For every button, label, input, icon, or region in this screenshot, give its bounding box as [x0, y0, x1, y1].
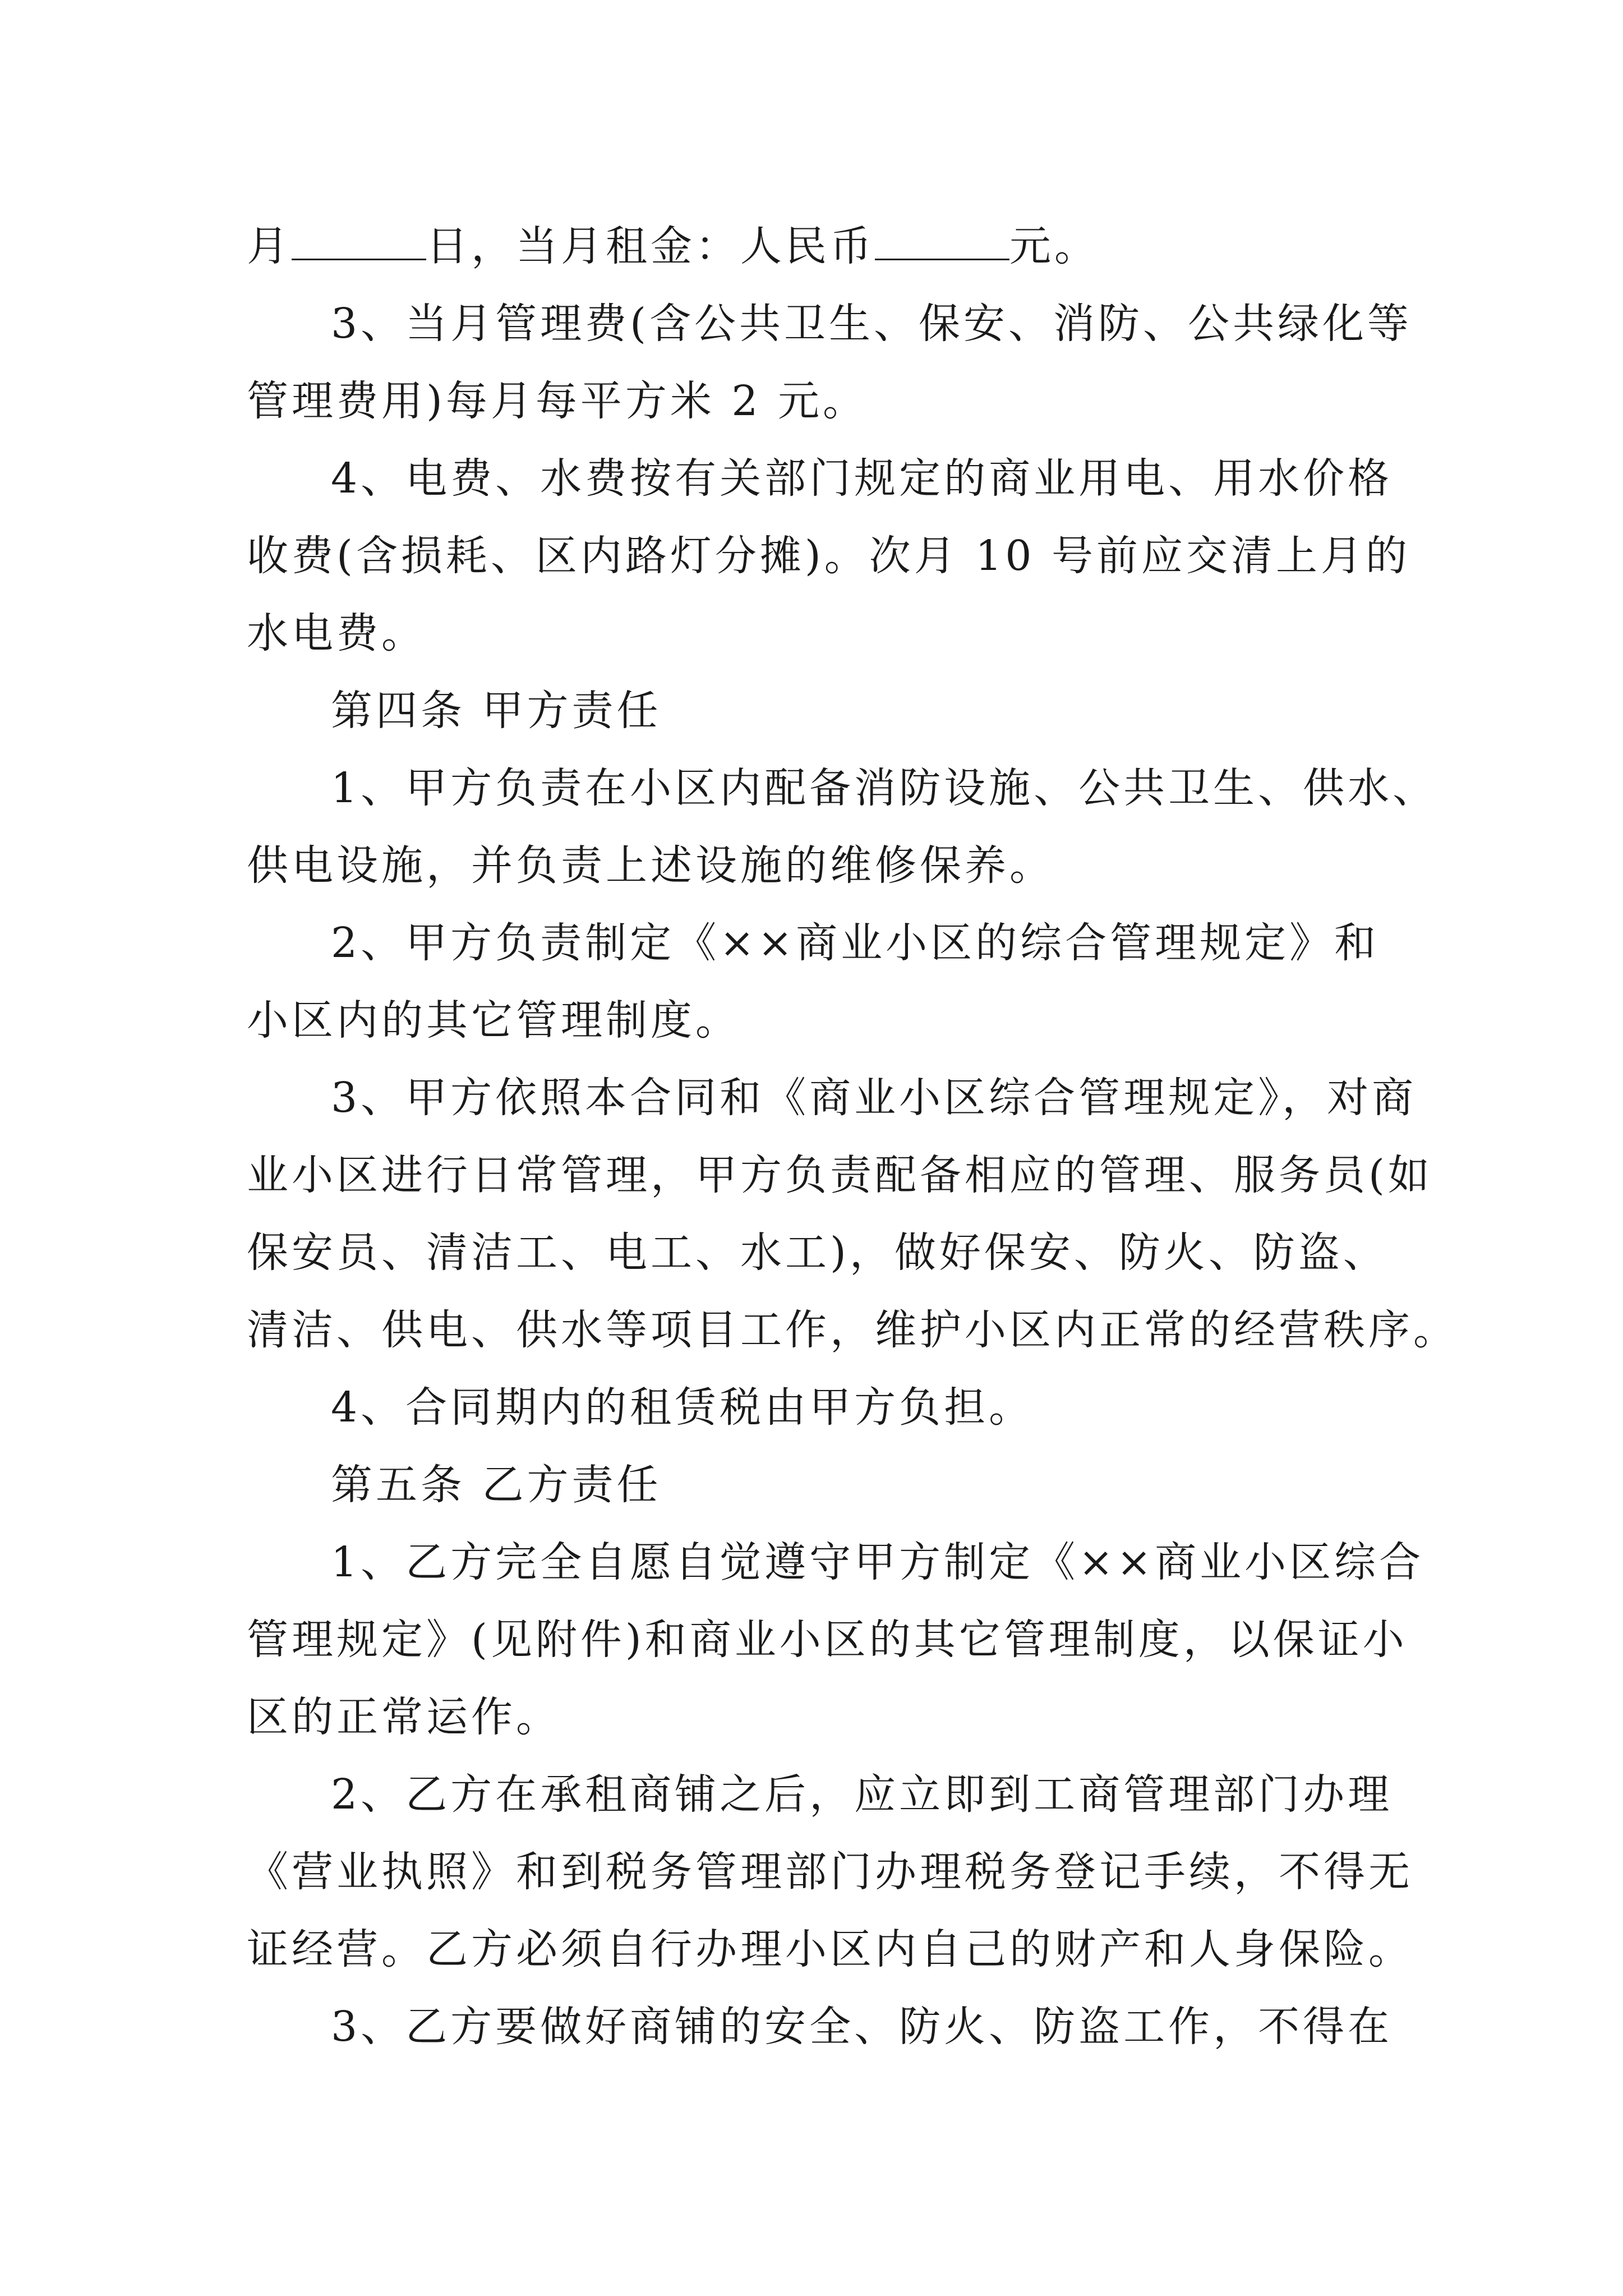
paragraph-line: 业小区进行日常管理，甲方负责配备相应的管理、服务员(如 [247, 1151, 1433, 1199]
paragraph-line: 4、电费、水费按有关部门规定的商业用电、用水价格 [331, 454, 1393, 503]
paragraph-line: 《营业执照》和到税务管理部门办理税务登记手续，不得无 [247, 1848, 1413, 1896]
paragraph-line: 3、当月管理费(含公共卫生、保安、消防、公共绿化等 [331, 300, 1412, 348]
paragraph-line: 清洁、供电、供水等项目工作，维护小区内正常的经营秩序。 [247, 1306, 1458, 1354]
document-body [247, 208, 1458, 2065]
paragraph-line: 2、甲方负责制定《××商业小区的综合管理规定》和 [331, 919, 1380, 967]
text-line-rent [247, 208, 1396, 285]
paragraph-line: 3、乙方要做好商铺的安全、防火、防盗工作，不得在 [331, 2003, 1393, 2051]
paragraph-line: 收费(含损耗、区内路灯分摊)。次月 10 号前应交清上月的 [247, 532, 1410, 580]
paragraph-line: 4、合同期内的租赁税由甲方负担。 [331, 1383, 1034, 1432]
paragraph-line: 小区内的其它管理制度。 [247, 996, 740, 1045]
paragraph-line: 管理规定》(见附件)和商业小区的其它管理制度，以保证小 [247, 1616, 1408, 1664]
section-heading-article-5: 第五条 乙方责任 [331, 1461, 662, 1509]
blank-field-day [292, 225, 426, 260]
text-segment: 月 [247, 222, 292, 270]
section-heading-article-4: 第四条 甲方责任 [331, 687, 662, 735]
paragraph-line: 2、乙方在承租商铺之后，应立即到工商管理部门办理 [331, 1770, 1393, 1819]
paragraph-line: 证经营。乙方必须自行办理小区内自己的财产和人身保险。 [247, 1925, 1413, 1973]
text-segment: 元。 [1009, 222, 1099, 270]
paragraph-line: 区的正常运作。 [247, 1693, 561, 1741]
paragraph-line: 3、甲方依照本合同和《商业小区综合管理规定》，对商 [331, 1074, 1417, 1122]
paragraph-line: 1、乙方完全自愿自觉遵守甲方制定《××商业小区综合 [331, 1538, 1424, 1586]
paragraph-line: 1、甲方负责在小区内配备消防设施、公共卫生、供水、 [331, 764, 1438, 812]
text-segment: 日，当月租金：人民币 [426, 222, 875, 270]
blank-field-amount [875, 225, 1009, 260]
paragraph-line: 水电费。 [247, 609, 426, 657]
paragraph-line: 保安员、清洁工、电工、水工)，做好保安、防火、防盗、 [247, 1228, 1388, 1277]
paragraph-line: 管理费用)每月每平方米 2 元。 [247, 377, 868, 425]
paragraph-line: 供电设施，并负责上述设施的维修保养。 [247, 841, 1054, 890]
